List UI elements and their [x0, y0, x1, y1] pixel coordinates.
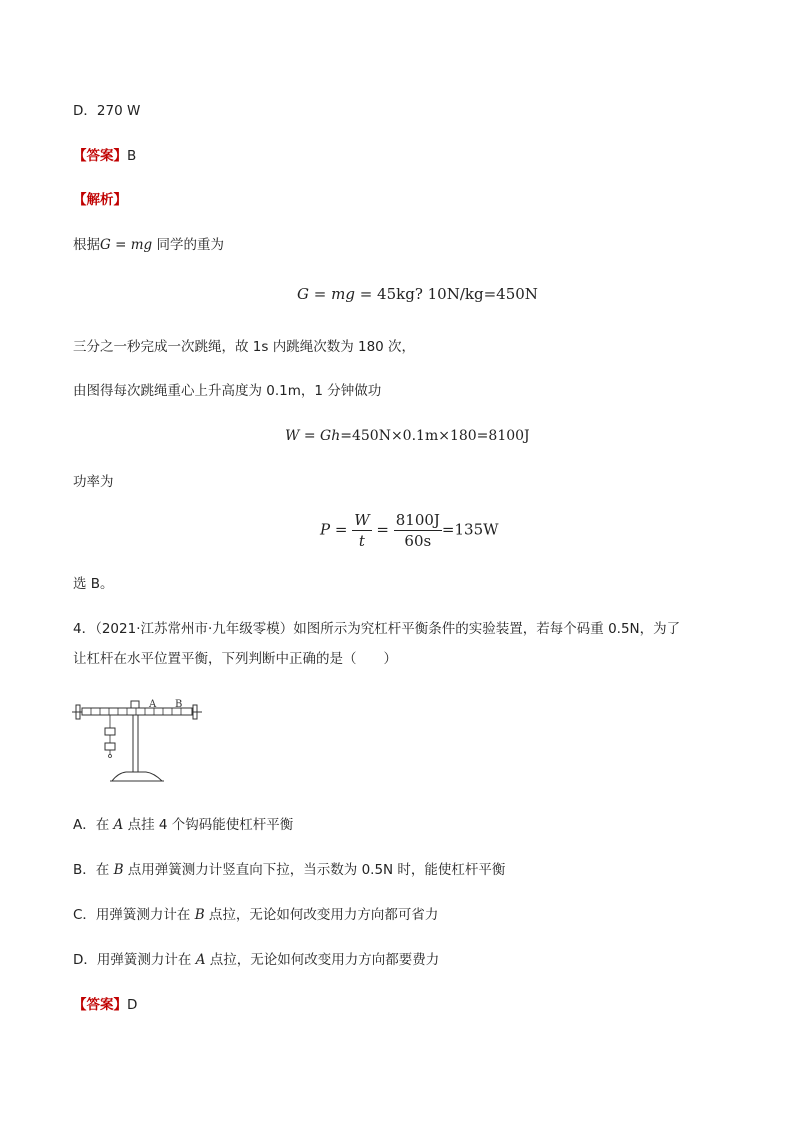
point-a-label: A [149, 699, 157, 710]
answer-value-2: D [127, 997, 138, 1013]
equation-power: P = $\frac{W}{t}$ = $\frac{8100J}{60s}$ =135W [320, 511, 499, 550]
answer-line-1 [73, 147, 136, 165]
fraction-w-over-t: $\frac{W}{t}$ [354, 511, 370, 550]
point-b-label: B [175, 699, 183, 710]
power-line: 功率为 [73, 474, 114, 490]
option-d: D．用弹簧测力计在 A 点拉，无论如何改变用力方向都要费力 [73, 952, 440, 968]
answer-label: 【答案】 [73, 148, 127, 164]
option-d-previous: D．270 W [73, 103, 141, 119]
equation-weight: G = mg = 45kg? 10N/kg=450N [297, 285, 538, 303]
option-a: A．在 A 点挂 4 个钩码能使杠杆平衡 [73, 817, 294, 833]
lever-apparatus-figure [70, 695, 210, 790]
question-4-line-2: 让杠杆在水平位置平衡，下列判断中正确的是（ ） [73, 651, 397, 667]
option-c: C．用弹簧测力计在 B 点拉，无论如何改变用力方向都可省力 [73, 907, 439, 923]
height-line: 由图得每次跳绳重心上升高度为 0.1m，1 分钟做功 [73, 383, 382, 399]
jumps-line: 三分之一秒完成一次跳绳，故 1s 内跳绳次数为 180 次， [73, 339, 416, 355]
fraction-values: $\frac{8100J}{60s}$ [395, 511, 440, 550]
select-line: 选 B。 [73, 576, 114, 592]
answer-value: B [127, 148, 137, 164]
question-4-line-1: 4．（2021·江苏常州市·九年级零模）如图所示为究杠杆平衡条件的实验装置，若每个码重 0.5N，为了 [73, 621, 681, 637]
equation-work: W = Gh=450N×0.1m×180=8100J [285, 428, 530, 444]
answer-line-2 [73, 996, 137, 1014]
answer-label-2: 【答案】 [73, 997, 127, 1013]
option-b: B．在 B 点用弹簧测力计竖直向下拉，当示数为 0.5N 时，能使杠杆平衡 [73, 862, 506, 878]
analysis-label: 【解析】 [73, 192, 127, 208]
gravity-line: 根据G = mg 同学的重为 [73, 237, 224, 253]
